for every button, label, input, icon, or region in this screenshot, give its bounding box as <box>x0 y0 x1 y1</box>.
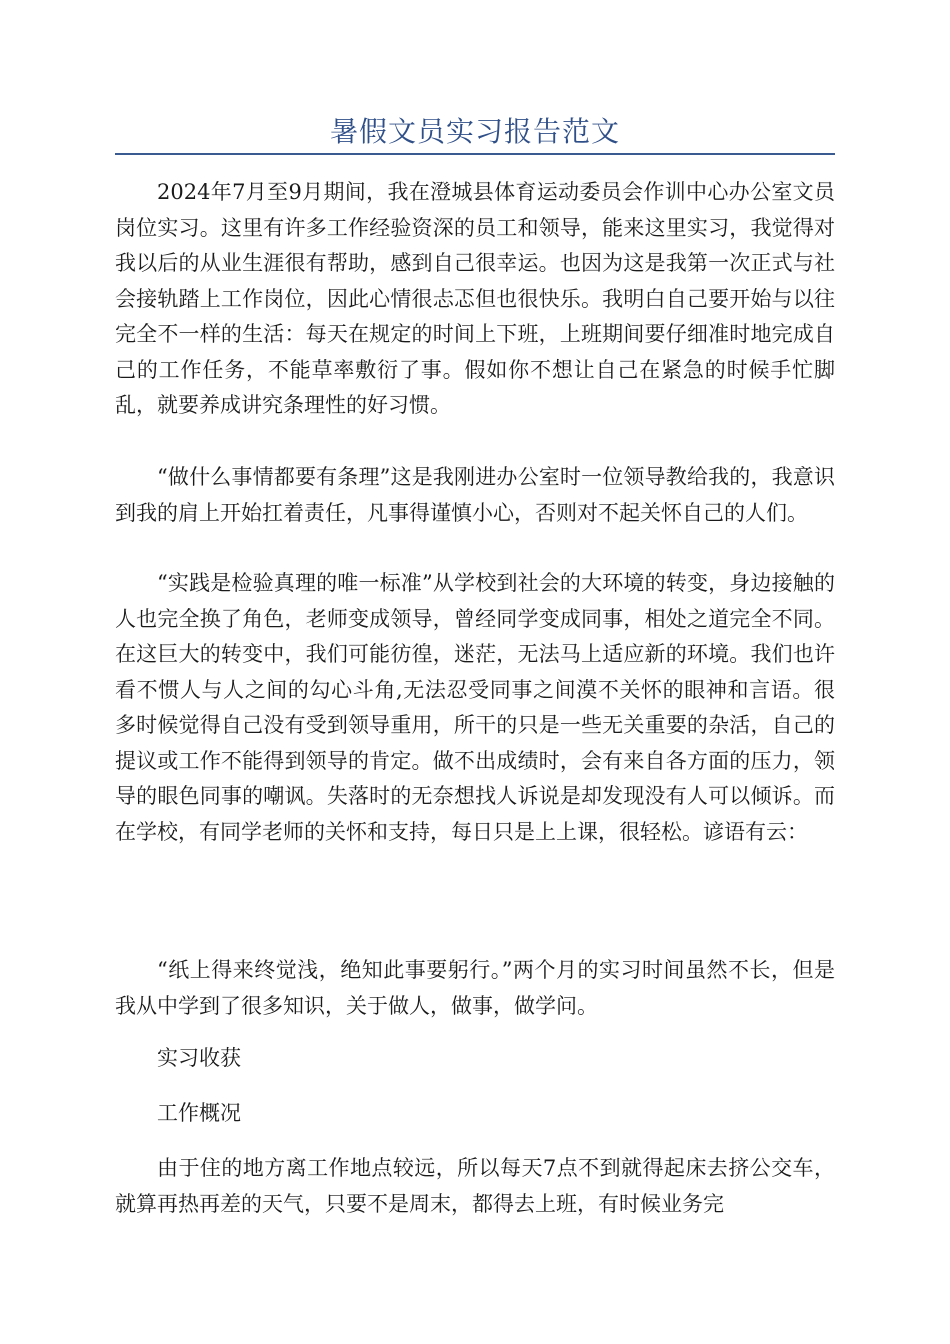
heading-internship-gains: 实习收获 <box>157 1046 241 1070</box>
title-underline <box>115 153 835 155</box>
paragraph-commute: 由于住的地方离工作地点较远，所以每天7点不到就得起床去挤公交车，就算再热再差的天气，只要不是周末，都得去上班，有时候业务完 <box>115 1156 835 1216</box>
heading-work-overview: 工作概况 <box>157 1101 241 1125</box>
paragraph-orderliness: “做什么事情都要有条理”这是我刚进办公室时一位领导教给我的，我意识到我的肩上开始扛着责任，凡事得谨慎小心，否则对不起关怀自己的人们。 <box>115 465 835 525</box>
document-title: 暑假文员实习报告范文 <box>329 115 620 148</box>
paragraph-intro: 2024年7月至9月期间，我在澄城县体育运动委员会作训中心办公室文员岗位实习。这里有许多工作经验资深的员工和领导，能来这里实习，我觉得对我以后的从业生涯很有帮助，感到自己很幸运。也因为这是我第一次正式与社会接轨踏上工作岗位，因此心情很忐忑但也很快乐。我明白自己要开始与以往完全不一样的生活：每天在规定的时间上下班，上班期间要仔细准时地完成自己的工作任务，不能草率敷衍了事。假如你不想让自己在紧急的时候手忙脚乱，就要养成讲究条理性的好习惯。 <box>115 180 835 417</box>
paragraph-quote: “纸上得来终觉浅，绝知此事要躬行。”两个月的实习时间虽然不长，但是我从中学到了很多知识，关于做人，做事，做学问。 <box>115 958 835 1018</box>
paragraph-practice: “实践是检验真理的唯一标准”从学校到社会的大环境的转变，身边接触的人也完全换了角色，老师变成领导，曾经同学变成同事，相处之道完全不同。在这巨大的转变中，我们可能彷徨，迷茫，无法马上适应新的环境。我们也许看不惯人与人之间的勾心斗角,无法忍受同事之间漠不关怀的眼神和言语。很多时候觉得自己没有受到领导重用，所干的只是一些无关重要的杂活，自己的提议或工作不能得到领导的肯定。做不出成绩时，会有来自各方面的压力，领导的眼色同事的嘲讽。失落时的无奈想找人诉说是却发现没有人可以倾诉。而在学校，有同学老师的关怀和支持，每日只是上上课，很轻松。谚语有云： <box>115 571 835 844</box>
